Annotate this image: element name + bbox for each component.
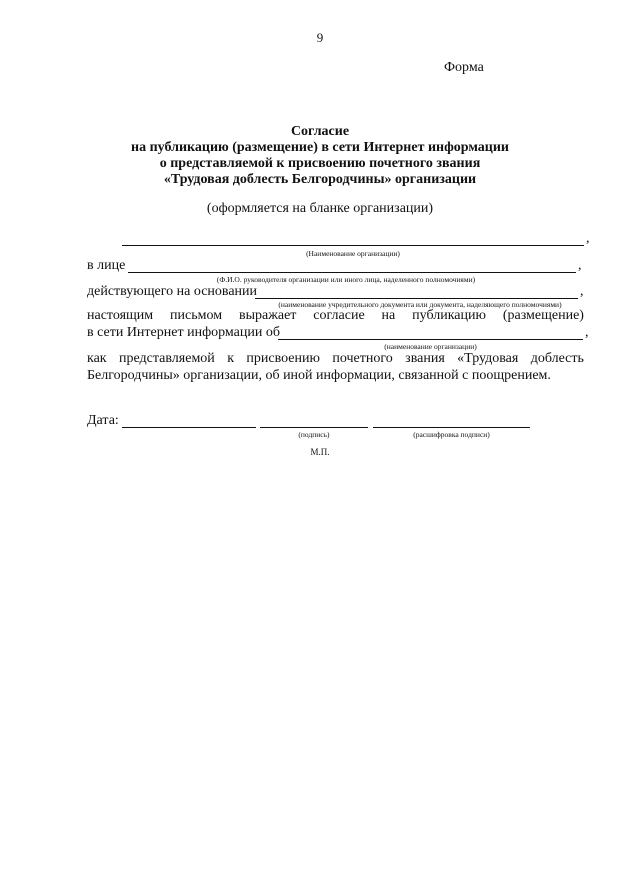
basis-caption: (наименование учредительного документа или документа, наделяющего полномочиями) bbox=[278, 300, 562, 309]
consent-word: на bbox=[381, 308, 396, 323]
title-line-1: Согласие bbox=[290, 124, 350, 139]
statement-line bbox=[87, 351, 584, 367]
statement-word: «Трудовая bbox=[457, 351, 519, 366]
org-name-line[interactable] bbox=[122, 245, 584, 246]
stamp-place: М.П. bbox=[310, 447, 330, 457]
internet-label: в сети Интернет информации об bbox=[87, 325, 280, 340]
statement-word: почетного bbox=[332, 351, 393, 366]
consent-word: письмом bbox=[170, 308, 223, 323]
consent-word: согласие bbox=[313, 308, 365, 323]
person-name-line[interactable] bbox=[128, 272, 576, 273]
comma: , bbox=[578, 258, 582, 273]
person-caption: (Ф.И.О. руководителя организации или иного лица, наделенного полномочиями) bbox=[216, 275, 476, 284]
form-label: Форма bbox=[444, 60, 484, 75]
consent-word: (размещение) bbox=[502, 308, 584, 323]
comma: , bbox=[585, 325, 589, 340]
title-line-2: на публикацию (размещение) в сети Интернет информации bbox=[131, 140, 509, 155]
consent-word: настоящим bbox=[87, 308, 154, 323]
statement-word: представляемой bbox=[119, 351, 215, 366]
org-caption-2: (наименование организации) bbox=[384, 342, 477, 351]
form-note: (оформляется на бланке организации) bbox=[206, 201, 434, 216]
signature-decode-line[interactable] bbox=[373, 427, 530, 428]
statement-word: как bbox=[87, 351, 107, 366]
basis-label: действующего на основании bbox=[87, 284, 258, 299]
org-name-line-2[interactable] bbox=[278, 339, 583, 340]
date-label: Дата: bbox=[87, 413, 119, 428]
statement-word: к bbox=[227, 351, 235, 366]
consent-line bbox=[87, 308, 584, 324]
in-person-label: в лице bbox=[87, 258, 126, 273]
signature-line[interactable] bbox=[260, 427, 368, 428]
title-line-3: о представляемой к присвоению почетного звания bbox=[159, 156, 481, 171]
consent-word: публикацию bbox=[412, 308, 486, 323]
statement-word: присвоению bbox=[246, 351, 320, 366]
basis-line[interactable] bbox=[255, 298, 578, 299]
statement-word: звания bbox=[405, 351, 445, 366]
comma: , bbox=[586, 231, 590, 246]
statement-word: доблесть bbox=[530, 351, 584, 366]
title-line-4: «Трудовая доблесть Белгородчины» организации bbox=[163, 172, 477, 187]
page-number: 9 bbox=[316, 30, 324, 45]
signature-caption: (подпись) bbox=[298, 430, 330, 439]
consent-word: выражает bbox=[238, 308, 297, 323]
comma: , bbox=[580, 284, 584, 299]
statement-line-2: Белгородчины» организации, об иной информации, связанной с поощрением. bbox=[87, 368, 551, 383]
date-line[interactable] bbox=[122, 427, 256, 428]
decode-caption: (расшифровка подписи) bbox=[413, 430, 490, 439]
org-name-caption: (Наименование организации) bbox=[306, 249, 400, 258]
